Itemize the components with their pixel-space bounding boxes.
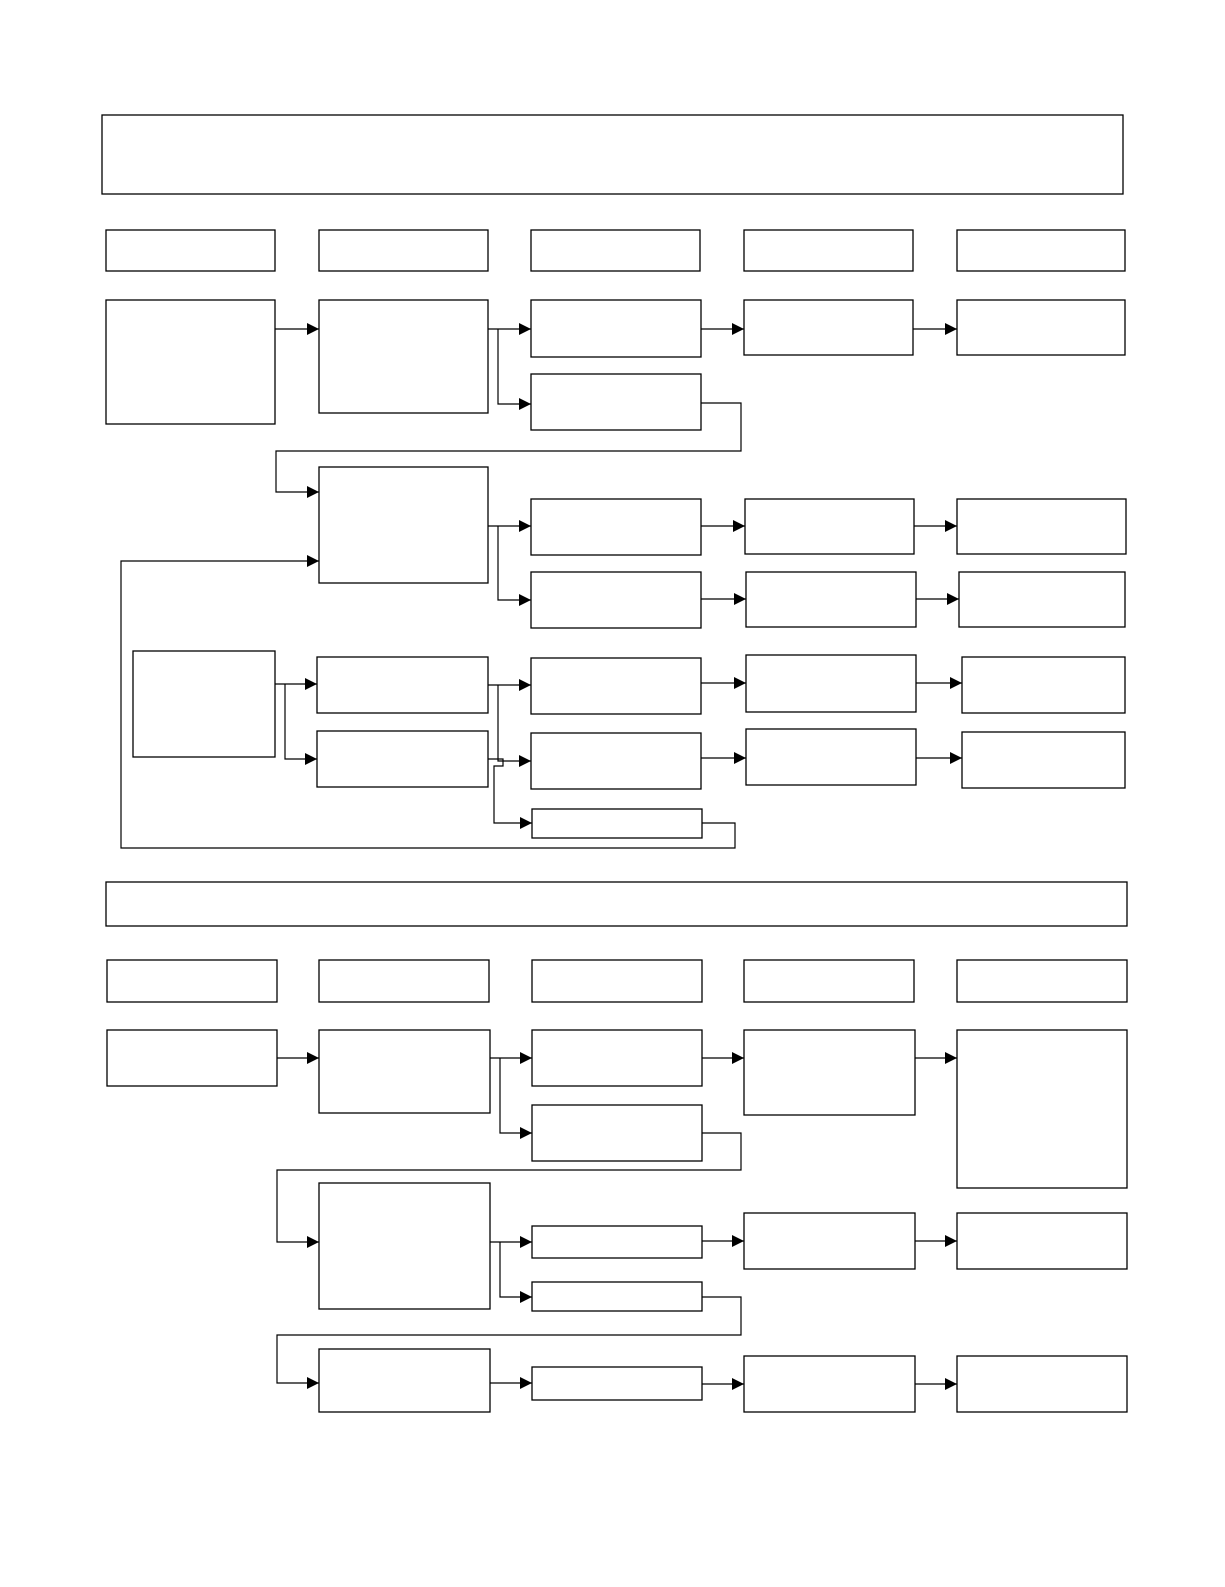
s1-col3-header	[531, 230, 700, 271]
s2-col3-header	[532, 960, 702, 1002]
s1-col1-header	[106, 230, 275, 271]
section-2-header-box	[106, 882, 1127, 926]
s1-a-branch1-next-box	[744, 300, 913, 355]
s1-b-branch1-next-box	[745, 499, 914, 554]
s1-b-branch1-box	[531, 499, 701, 555]
s2-d-branch2-box	[532, 1105, 702, 1161]
s2-f-result-box	[957, 1356, 1127, 1412]
connector-arrow	[500, 1242, 532, 1297]
s1-c-step1-box	[317, 657, 488, 713]
s1-a-branch1-box	[531, 300, 701, 357]
s2-d-start-box	[107, 1030, 277, 1086]
s2-e-branch1-box	[532, 1226, 702, 1258]
connector-arrow	[500, 1058, 532, 1133]
s1-b-branch2-next-box	[746, 572, 916, 627]
connector-loop	[276, 403, 741, 492]
s1-b-step-box	[319, 467, 488, 583]
s2-d-branch1-next-box	[744, 1030, 915, 1115]
s1-b-branch2-box	[531, 572, 701, 628]
s1-c-branch3-box	[532, 809, 702, 838]
s2-col1-header	[107, 960, 277, 1002]
s1-b-branch1-result-box	[957, 499, 1126, 554]
s1-c-start-box	[133, 651, 275, 757]
connector-arrow	[498, 329, 531, 404]
s2-e-branch2-box	[532, 1282, 702, 1311]
s2-e-step-box	[319, 1183, 490, 1309]
connector-arrow	[285, 684, 317, 759]
s1-c-branch1-next-box	[746, 655, 916, 712]
s2-f-step-box	[319, 1349, 490, 1412]
s1-c-step2-box	[317, 731, 488, 787]
s2-f-next-box	[744, 1356, 915, 1412]
s2-col5-header	[957, 960, 1127, 1002]
s2-f-branch-box	[532, 1367, 702, 1400]
s1-a-branch2-box	[531, 374, 701, 430]
s1-a-branch1-result-box	[957, 300, 1125, 355]
s1-b-branch2-result-box	[959, 572, 1125, 627]
s2-e-branch1-next-box	[744, 1213, 915, 1269]
connector-loop	[121, 561, 735, 848]
s1-c-branch2-result-box	[962, 732, 1125, 788]
s1-c-branch1-result-box	[962, 657, 1125, 713]
s1-c-branch1-box	[531, 658, 701, 714]
s1-c-branch2-next-box	[746, 729, 916, 785]
connector-arrow	[488, 759, 532, 823]
s1-a-step-box	[319, 300, 488, 413]
s1-col5-header	[957, 230, 1125, 271]
s1-col2-header	[319, 230, 488, 271]
s2-d-step-box	[319, 1030, 490, 1113]
s1-col4-header	[744, 230, 913, 271]
s2-col2-header	[319, 960, 489, 1002]
connector-loop	[277, 1297, 741, 1383]
connector-arrow	[498, 526, 531, 600]
s2-d-branch1-box	[532, 1030, 702, 1086]
s1-c-branch2-box	[531, 733, 701, 789]
s2-col4-header	[744, 960, 914, 1002]
section-1-header-box	[102, 115, 1123, 194]
s1-a-start-box	[106, 300, 275, 424]
s2-d-branch1-result-box	[957, 1030, 1127, 1188]
connector-arrow	[498, 685, 531, 761]
s2-e-branch1-result-box	[957, 1213, 1127, 1269]
